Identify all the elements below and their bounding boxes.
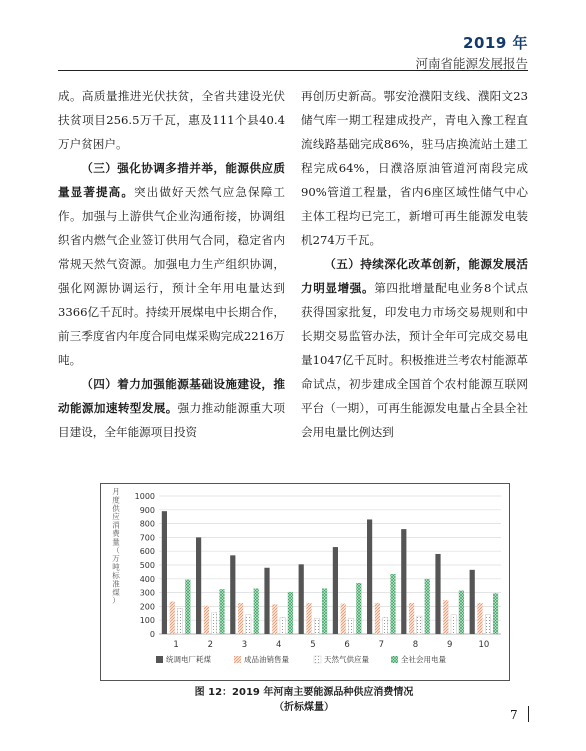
x-tick-label: 10 bbox=[478, 640, 490, 650]
bar bbox=[493, 593, 498, 634]
y-axis-label-char: 万 bbox=[112, 554, 120, 564]
bar bbox=[470, 570, 475, 634]
bar bbox=[246, 615, 251, 634]
bar bbox=[238, 603, 243, 634]
legend-label: 成品油销售量 bbox=[244, 655, 289, 664]
y-axis-label-char: 吨 bbox=[112, 562, 120, 572]
bar bbox=[299, 564, 304, 634]
page-number-bar bbox=[528, 706, 529, 722]
bar bbox=[383, 617, 388, 634]
right-column bbox=[301, 84, 528, 444]
body-columns bbox=[58, 84, 528, 444]
legend-swatch bbox=[314, 656, 321, 663]
y-axis-label-char: 标 bbox=[112, 571, 120, 580]
y-axis-label-char: （ bbox=[112, 545, 120, 555]
bar bbox=[306, 603, 311, 634]
y-axis-label-char: 消 bbox=[112, 520, 120, 530]
y-axis-label-char: 煤 bbox=[112, 587, 120, 597]
bar bbox=[409, 603, 414, 634]
x-tick-label: 4 bbox=[275, 640, 282, 650]
y-axis-label-char: 应 bbox=[112, 512, 120, 522]
y-tick-label: 1000 bbox=[134, 492, 155, 501]
bar bbox=[417, 616, 422, 634]
y-axis-label-char: 供 bbox=[112, 503, 120, 513]
bar bbox=[435, 554, 440, 634]
bar bbox=[367, 519, 372, 634]
bar bbox=[288, 592, 293, 634]
y-axis-label-char: 度 bbox=[112, 495, 120, 505]
x-tick-label: 7 bbox=[378, 640, 385, 650]
y-axis-label-char: 费 bbox=[112, 529, 120, 538]
bar bbox=[162, 511, 167, 634]
section-heading: （四）着力加强能源基础设施建设，推动能源加速转型发展。 bbox=[58, 377, 285, 415]
legend-swatch bbox=[234, 656, 241, 663]
paragraph bbox=[58, 372, 285, 444]
bar bbox=[375, 603, 380, 634]
bar bbox=[443, 600, 448, 634]
x-tick-label: 1 bbox=[173, 640, 179, 650]
bar bbox=[212, 613, 217, 634]
bar bbox=[185, 579, 190, 634]
y-tick-label: 500 bbox=[139, 561, 155, 570]
bar bbox=[390, 574, 395, 634]
bar bbox=[333, 547, 338, 634]
bar bbox=[264, 568, 269, 634]
y-tick-label: 400 bbox=[139, 574, 155, 584]
bar bbox=[485, 615, 490, 634]
left-column bbox=[58, 84, 285, 444]
report-year: 2019 年 bbox=[463, 34, 528, 52]
x-tick-label: 9 bbox=[446, 640, 453, 650]
legend-swatch bbox=[391, 656, 398, 663]
x-tick-label: 2 bbox=[207, 640, 214, 650]
legend-label: 统调电厂耗煤 bbox=[166, 655, 211, 664]
y-axis-label-char: 月 bbox=[112, 487, 120, 496]
figure-caption-unit: （折标煤量） bbox=[274, 702, 334, 713]
chart-figure bbox=[100, 483, 510, 681]
chart-legend bbox=[156, 654, 446, 664]
section-heading: （五）持续深化改革创新，能源发展活力明显增强。 bbox=[301, 257, 528, 295]
bar bbox=[401, 529, 406, 634]
page-number: 7 bbox=[510, 708, 518, 722]
section-heading: （三）强化协调多措并举，能源供应质量显著提高。 bbox=[58, 161, 285, 199]
bar bbox=[341, 604, 346, 634]
x-tick-label: 5 bbox=[310, 640, 316, 650]
paragraph-text: 突出做好天然气应急保障工作。加强与上游供气企业沟通衔接，协调组织省内燃气企业签订供用气合同，稳定省内常规天然气资源。加强电力生产组织协调，强化网源协调运行，预计全年用电量达到3366亿千瓦时。持续开展煤电中长期合作，前三季度省内年度合同电煤采购完成2216万吨。 bbox=[58, 185, 285, 367]
x-tick-label: 6 bbox=[344, 640, 350, 650]
bar bbox=[477, 603, 482, 634]
y-tick-label: 0 bbox=[149, 630, 155, 639]
bar bbox=[356, 583, 361, 634]
y-axis-label-char: 量 bbox=[112, 537, 120, 547]
y-axis-label-char: 准 bbox=[112, 579, 120, 589]
paragraph: 再创历史新高。鄂安沧濮阳支线、濮阳文23储气库一期工程建成投产，青电入豫工程直流线路基础完成86%，驻马店换流站土建工程完成64%，日濮洛原油管道河南段完成90%管道工程量，省内6座区域性储气中心主体工程均已完工，新增可再生能源发电装机274万千瓦。 bbox=[301, 89, 528, 247]
x-tick-label: 8 bbox=[412, 640, 419, 650]
bar bbox=[322, 588, 327, 634]
bar bbox=[280, 617, 285, 634]
bar bbox=[204, 606, 209, 634]
y-axis-label-char: ） bbox=[112, 596, 120, 606]
header-divider bbox=[58, 70, 528, 71]
legend-swatch bbox=[156, 656, 163, 663]
x-axis-ticks bbox=[173, 640, 489, 650]
paragraph bbox=[301, 252, 528, 444]
y-tick-label: 100 bbox=[139, 616, 155, 626]
page-header bbox=[415, 32, 528, 72]
bar bbox=[314, 618, 319, 634]
bar bbox=[230, 555, 235, 634]
y-tick-label: 600 bbox=[139, 547, 155, 557]
legend-label: 天然气供应量 bbox=[324, 655, 369, 664]
legend-label: 全社会用电量 bbox=[401, 655, 446, 664]
bar bbox=[219, 589, 224, 634]
y-tick-label: 800 bbox=[139, 519, 155, 529]
bar bbox=[177, 608, 182, 634]
y-tick-label: 200 bbox=[139, 602, 155, 612]
paragraph: 成。高质量推进光伏扶贫，全省共建设光伏扶贫项目256.5万千瓦，惠及111个县40.4万户贫困户。 bbox=[58, 89, 285, 151]
bar bbox=[170, 602, 175, 634]
bar bbox=[425, 579, 430, 634]
report-title: 河南省能源发展报告 bbox=[415, 56, 528, 71]
bar-chart bbox=[101, 484, 509, 680]
y-tick-label: 900 bbox=[139, 505, 155, 515]
bar bbox=[348, 618, 353, 634]
y-tick-label: 700 bbox=[139, 533, 155, 543]
bar bbox=[451, 615, 456, 634]
bar bbox=[254, 588, 259, 634]
paragraph-text: 第四批增量配电业务8个试点获得国家批复，印发电力市场交易规则和中长期交易监管办法，预计全年可完成交易电量1047亿千瓦时。积极推进兰考农村能源革命试点，初步建成全国首个农村能源互联网平台（一期），可再生能源发电量占全县全社会用电量比例达到 bbox=[301, 281, 528, 439]
paragraph-text: 强力推动能源重大项目建设，全年能源项目投资 bbox=[58, 401, 285, 439]
paragraph bbox=[58, 156, 285, 372]
chart-bars bbox=[162, 511, 498, 634]
figure-caption: 图 12：2019 年河南主要能源品种供应消费情况 bbox=[194, 687, 414, 698]
y-tick-label: 300 bbox=[139, 588, 155, 598]
bar bbox=[196, 537, 201, 634]
x-tick-label: 3 bbox=[241, 640, 248, 650]
bar bbox=[459, 591, 464, 634]
bar bbox=[272, 604, 277, 634]
y-axis-label bbox=[112, 487, 120, 605]
